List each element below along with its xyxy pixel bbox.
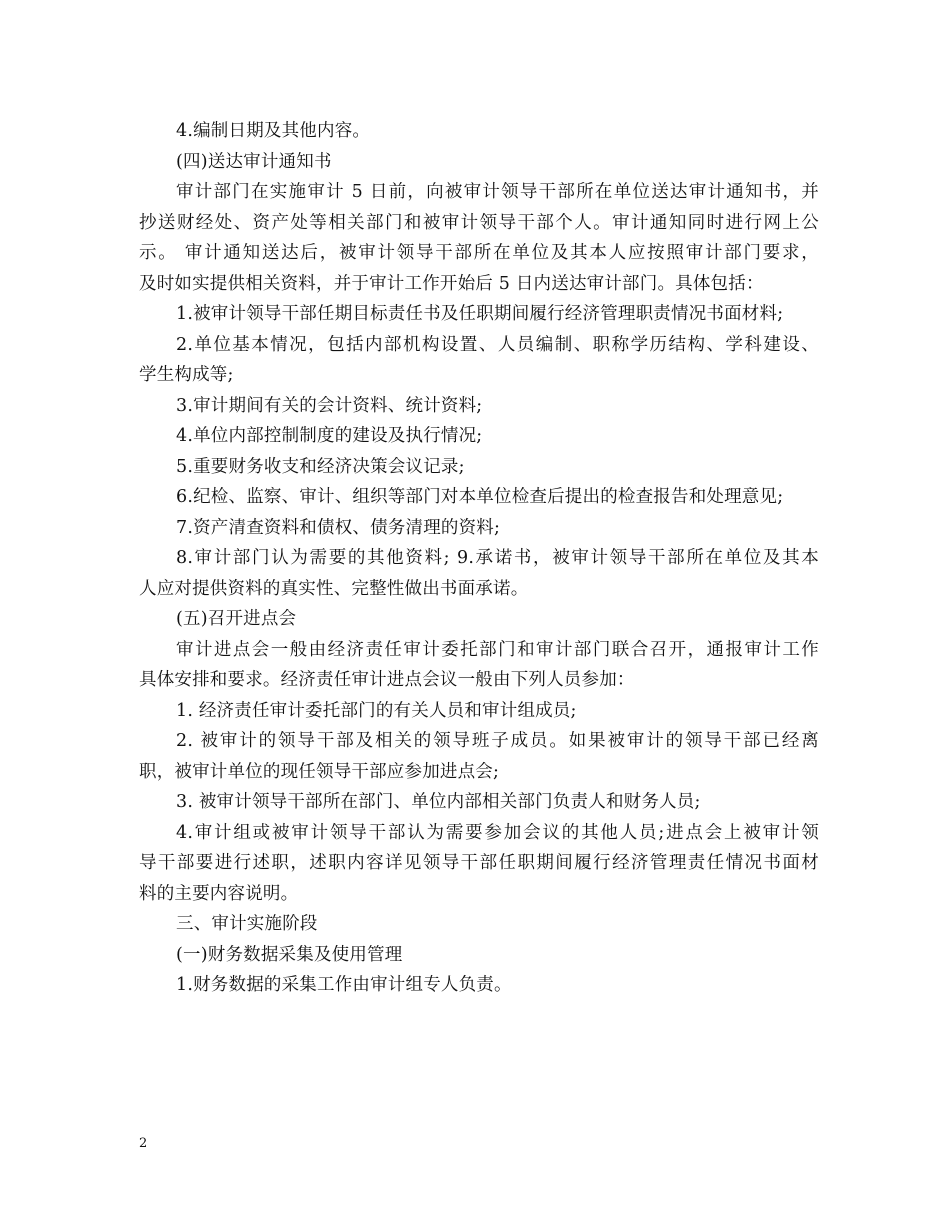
text-line: 职，被审计单位的现任领导干部应参加进点会; bbox=[139, 761, 500, 782]
text-line: 示。 审计通知送达后，被审计领导干部所在单位及其本人应按照审计部门要求， bbox=[139, 243, 819, 263]
text-line: 4.编制日期及其他内容。 bbox=[176, 121, 371, 141]
text-line: (五)召开进点会 bbox=[176, 609, 297, 629]
text-line: 1. 经济责任审计委托部门的有关人员和审计组成员; bbox=[176, 700, 577, 721]
text-line: 1.被审计领导干部任期目标责任书及任职期间履行经济管理职责情况书面材料; bbox=[176, 304, 784, 324]
text-line: 2.单位基本情况，包括内部机构设置、人员编制、职称学历结构、学科建设、 bbox=[176, 334, 819, 355]
text-line: 6.纪检、监察、审计、组织等部门对本单位检查后提出的检查报告和处理意见; bbox=[176, 487, 784, 507]
text-line: 人应对提供资料的真实性、完整性做出书面承诺。 bbox=[139, 578, 529, 599]
text-line: 3.审计期间有关的会计资料、统计资料; bbox=[176, 395, 483, 416]
text-line: 三、审计实施阶段 bbox=[176, 914, 318, 934]
text-line: 具体安排和要求。经济责任审计进点会议一般由下列人员参加： bbox=[139, 670, 635, 690]
text-line: 抄送财经处、资产处等相关部门和被审计领导干部个人。审计通知同时进行网上公 bbox=[139, 212, 819, 233]
text-line: (四)送达审计通知书 bbox=[176, 151, 332, 172]
text-line: 及时如实提供相关资料，并于审计工作开始后 5 日内送达审计部门。具体包括： bbox=[139, 273, 764, 294]
text-line: 审计进点会一般由经济责任审计委托部门和审计部门联合召开，通报审计工作 bbox=[176, 639, 819, 660]
text-line: 8.审计部门认为需要的其他资料; 9.承诺书，被审计领导干部所在单位及其本 bbox=[176, 548, 819, 568]
text-line: 2. 被审计的领导干部及相关的领导班子成员。如果被审计的领导干部已经离 bbox=[176, 731, 819, 751]
text-line: (一)财务数据采集及使用管理 bbox=[176, 944, 403, 965]
text-line: 审计部门在实施审计 5 日前，向被审计领导干部所在单位送达审计通知书，并 bbox=[176, 182, 819, 202]
text-line: 导干部要进行述职，述职内容详见领导干部任职期间履行经济管理责任情况书面材 bbox=[139, 853, 819, 873]
text-line: 4.审计组或被审计领导干部认为需要参加会议的其他人员;进点会上被审计领 bbox=[176, 822, 819, 843]
text-line: 料的主要内容说明。 bbox=[139, 883, 299, 904]
text-line: 3. 被审计领导干部所在部门、单位内部相关部门负责人和财务人员; bbox=[176, 792, 701, 812]
text-line: 7.资产清查资料和债权、债务清理的资料; bbox=[176, 517, 501, 538]
page-number: 2 bbox=[139, 1136, 148, 1151]
text-line: 4.单位内部控制制度的建设及执行情况; bbox=[176, 426, 483, 446]
text-line: 1.财务数据的采集工作由审计组专人负责。 bbox=[176, 975, 512, 995]
text-line: 5.重要财务收支和经济决策会议记录; bbox=[176, 456, 465, 477]
text-line: 学生构成等; bbox=[139, 365, 234, 385]
document-body bbox=[139, 116, 819, 1001]
